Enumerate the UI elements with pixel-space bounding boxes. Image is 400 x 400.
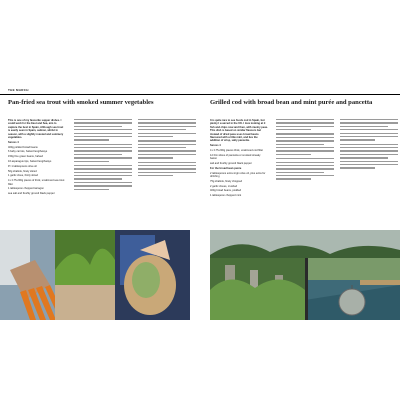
right-ingredient-list: [210, 149, 268, 165]
ingredient-item: salt and freshly ground black pepper: [210, 162, 252, 166]
ingredient-item: 400g pickled broad beans: [8, 145, 38, 149]
left-market-photo: [0, 230, 190, 320]
method-text-lines: [276, 119, 334, 180]
ingredient-item: 150g fine green beans, halved: [8, 155, 43, 159]
ingredient-item: 12 thin slices of pancetta or smoked streaky bacon: [210, 153, 261, 161]
ingredient-item: 16 asparagus tips, halved lengthways: [8, 160, 52, 164]
ingredient-item: 6 baby carrots, halved lengthways: [8, 150, 48, 154]
ingredient-item: 75g shallots, finely chopped: [210, 179, 243, 183]
method-text-lines: [340, 119, 398, 169]
right-intro-column: [210, 119, 268, 229]
left-intro-column: [8, 119, 66, 229]
right-method-column-2: [340, 119, 398, 229]
right-recipe-title: Grilled cod with broad bean and mint purée and pancetta: [210, 99, 373, 106]
ingredient-item: Pr 1 tablespoons olive oil: [8, 164, 37, 168]
left-ingredient-list: [8, 146, 66, 196]
left-intro: This is one of my favourite supper dishes. I could work for the East and Sea, aim to capture the best in Spain, Although sea trout is easily seen in Spain, salmon, whilst in season, with a slightly roasted and summery vegetables.: [8, 119, 64, 140]
left-method-column-2: [138, 119, 196, 229]
ingredient-item: 4 x 175-200g pieces of thick, unskinned sea trout fillet: [8, 179, 65, 186]
left-recipe-title: Pan-fried sea trout with smoked summer vegetables: [8, 99, 154, 106]
right-sub-heading: For the broad bean purée: [210, 166, 242, 170]
ingredient-item: sea salt and freshly ground black pepper: [8, 192, 55, 196]
right-intro: It is quite rare to see foods cod in Spain, but plenty I sourced in the UK. I love looking at it fish and chips now and then, with mushy peas. This dish is based on similar flavours but instead of dried peas uses broad beans flavoured with a little mint, and lies the addition of crisp, salty pancetta.: [210, 119, 268, 143]
right-serves: Serves 4: [210, 144, 221, 148]
left-serves: Serves 4: [8, 140, 19, 144]
right-sub-ingredient-list: [210, 172, 268, 198]
ingredient-item: 400g broad beans, podded: [210, 189, 242, 193]
ingredient-item: 2 garlic cloves, crushed: [210, 184, 238, 188]
ingredient-item: 2 tablespoons extra virgin olive oil, plus extra for drizzling: [210, 171, 266, 179]
right-garden-photo: [210, 230, 400, 320]
method-text-lines: [138, 119, 196, 176]
section-label: THE MARCH: [8, 88, 29, 92]
method-text-lines: [74, 119, 132, 190]
right-method-column-1: [276, 119, 334, 229]
ingredient-item: 1 tablespoon chopped mint: [210, 194, 242, 198]
ingredient-item: 1 garlic clove, thinly sliced: [8, 174, 38, 178]
ingredient-item: 1 tablespoon chopped tarragon: [8, 187, 44, 191]
ingredient-item: 4 x 175-200g pieces thick, unskinned cod fillet: [210, 149, 263, 153]
top-rule: [0, 94, 400, 95]
left-method-column-1: [74, 119, 132, 229]
ingredient-item: 50g shallots, finely sliced: [8, 169, 37, 173]
